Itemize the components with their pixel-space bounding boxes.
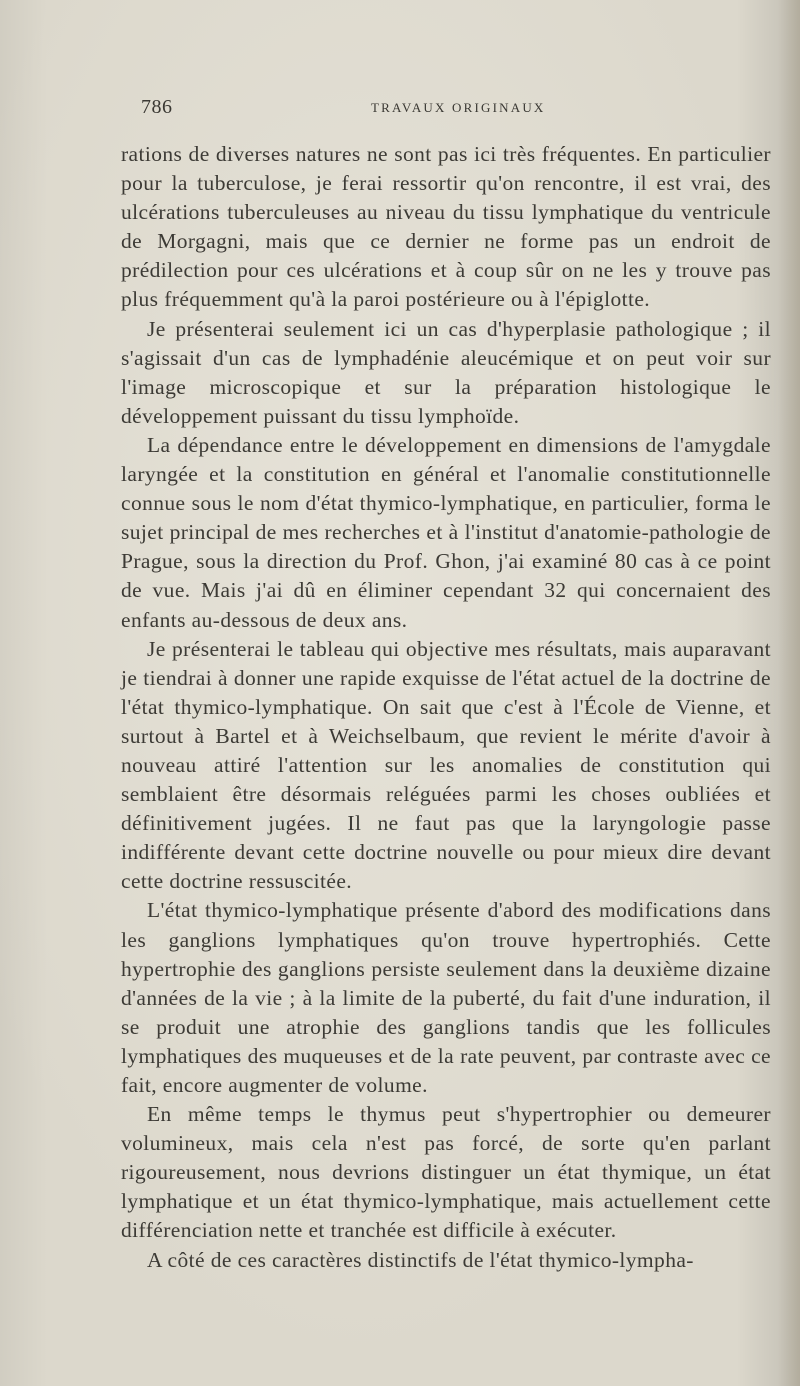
paragraph-continued: rations de diverses natures ne sont pas ici très fréquentes. En particulier pour la tuberculose, je ferai ressortir qu'on rencontre, il est vrai, des ulcérations tuberculeuses au niveau du tissu lymphatique du ventricule de Morgagni, mais que ce dernier ne forme pas un endroit de prédilection pour ces ulcérations et à coup sûr on ne les y trouve pas plus fréquemment qu'à la paroi postérieure ou à l'épiglotte. xyxy=(121,142,771,312)
paragraph: Je présenterai le tableau qui objective mes résultats, mais auparavant je tiendrai à donner une rapide exquisse de l'état actuel de la doctrine de l'état thymico-lymphatique. On sait que c'est à l'École de Vienne, et surtout à Bartel et à Weichselbaum, que revient le mérite d'avoir à nouveau attiré l'attention sur les anomalies de constitution qui semblaient être désormais reléguées parmi les choses oubliées et définitivement jugées. Il ne faut pas que la laryngologie passe indifférente devant cette doctrine nouvelle ou pour mieux dire devant cette doctrine ressuscitée. xyxy=(121,636,771,894)
page-number: 786 xyxy=(141,96,173,118)
running-head xyxy=(141,96,561,120)
running-head-title: TRAVAUX ORIGINAUX xyxy=(371,100,546,115)
paragraph: Je présenterai seulement ici un cas d'hyperplasie pathologique ; il s'agissait d'un cas de lymphadénie aleucémique et on peut voir sur l'image microscopique et sur la préparation histologique le développement puissant du tissu lymphoïde. xyxy=(121,316,771,428)
body-text xyxy=(121,140,771,1275)
paragraph-continues-next-page: A côté de ces caractères distinctifs de l'état thymico-lympha- xyxy=(147,1247,694,1272)
paragraph: La dépendance entre le développement en dimensions de l'amygdale laryngée et la constitution en général et l'anomalie constitutionnelle connue sous le nom d'état thymico-lymphatique, en particulier, forma le sujet principal de mes recherches et à l'institut d'anatomie-pathologie de Prague, sous la direction du Prof. Ghon, j'ai examiné 80 cas à ce point de vue. Mais j'ai dû en éliminer cependant 32 qui concernaient des enfants au-dessous de deux ans. xyxy=(121,432,771,632)
paragraph: En même temps le thymus peut s'hypertrophier ou demeurer volumineux, mais cela n'est pas forcé, de sorte qu'en parlant rigoureusement, nous devrions distinguer un état thymique, un état lymphatique et un état thymico-lymphatique, mais actuellement cette différenciation nette et tranchée est difficile à exécuter. xyxy=(121,1102,771,1243)
paragraph: L'état thymico-lymphatique présente d'abord des modifications dans les ganglions lymphatiques qu'on trouve hypertrophiés. Cette hypertrophie des ganglions persiste seulement dans la deuxième dizaine d'années de la vie ; à la limite de la puberté, du fait d'une induration, il se produit une atrophie des ganglions tandis que les follicules lymphatiques des muqueuses et de la rate peuvent, par contraste avec ce fait, encore augmenter de volume. xyxy=(121,898,771,1097)
